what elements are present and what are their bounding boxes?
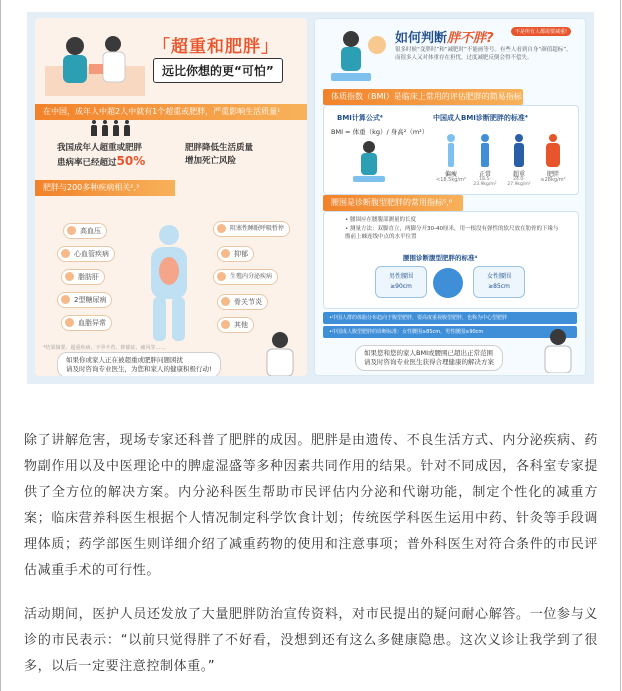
article-paragraph: 除了讲解危害，现场专家还科普了肥胖的成因。肥胖是由遗传、不良生活方式、内分泌疾病、药物副作用以及中医理论中的脾虚湿盛等多种因素共同作用的结果。针对不同成因，各科室专家提供了全方位的解决方案。内分泌科医生帮助市民评估内分泌和代谢功能，制定个性化的减重方案；临床营养科医生根据个人情况制定科学饮食计划；传统医学科医生运用中药、针灸等手段调理体质；药学部医生则详细介绍了减重药物的使用和注意事项；普外科医生对符合条件的市民评估减重手术的可行性。: [24, 433, 598, 578]
waist-standard-label: 腰围诊断腹型肥胖的标准⁴: [403, 254, 478, 262]
info-strip: •中国人群的体脂分布趋向于腹型肥胖，要高度重视腹型肥胖，也称为中心型肥胖: [323, 312, 577, 324]
info-strip: •中国成人腹型肥胖的诊断标准：女性腰围≥85cm，男性腰围≥90cm: [323, 326, 577, 338]
person-icon: [123, 120, 131, 136]
waist-bullet: • 测量方法：双脚直立，两脚分开30-40厘米，用一根没有弹性的软尺放在肋骨的下缘与髂前上棘连线中点的水平位置: [345, 226, 559, 240]
speech-bubble: 如果您和您的家人BMI或腰围已超出正常范围 请及时咨询专业医生获得合理健康的解决方案: [355, 345, 503, 371]
family-icon: [433, 268, 463, 298]
disease-tag: 脂肪肝: [61, 269, 105, 285]
intro-text: 很多时候“变胖时”和“减肥时”不能画等号。有些人看到自身“颜值超标”，而很多人又对体重存在担忧，过度减肥反倒会得不偿失。: [395, 47, 572, 61]
normal-figure-icon: [477, 133, 493, 167]
infographic-image: [27, 12, 594, 384]
bmi-standard-label: 中国成人BMI诊断肥胖的标准⁴: [433, 114, 528, 122]
doctor-icon: [539, 327, 577, 373]
doctor-patient-illustration: [45, 26, 145, 96]
bmi-category-label: 超重: [512, 171, 525, 178]
poster-title: 「超重和肥胖」: [153, 37, 279, 57]
poster-subtitle: 远比你想的更“可怕”: [153, 58, 283, 83]
bmi-category-label: 偏瘦: [444, 171, 457, 178]
bmi-category-range: ≥28kg/m²: [540, 177, 566, 183]
person-icon: [90, 120, 98, 136]
disease-tag: 其他: [217, 317, 254, 333]
people-icons: [90, 120, 131, 136]
speech-bubble: 如果你或家人正在被超重或肥胖问题困扰 请及时咨询专业医生，为您和家人的健康积极行动!: [57, 352, 221, 376]
disease-tag: 骨关节炎: [217, 294, 268, 310]
male-waist-value: ≥90cm: [390, 283, 412, 290]
footnote: *结果摘要、超重疾病、不孕不育、抑郁症、痛风等……: [43, 345, 166, 351]
article-paragraph: 活动期间，医护人员还发放了大量肥胖防治宣传资料，对市民提出的疑问耐心解答。一位参与义诊的市民表示：“以前只觉得胖了不好看，没想到还有这么多健康隐患。这次义诊让我学到了很多，以后一定要注意控制体重。”: [24, 607, 598, 674]
bmi-category-range: 18.5-23.9kg/m²: [473, 177, 497, 187]
waist-banner: 腰围是诊断腹型肥胖的常用指标⁵,⁶: [323, 195, 463, 211]
poster-title: 如何判断胖不胖?: [395, 31, 494, 46]
doctor-icon: [261, 330, 299, 376]
disease-tag: 高血压: [63, 223, 107, 239]
weighing-scale-icon: [349, 139, 389, 183]
prevalence-value: 50%: [116, 154, 146, 168]
waist-bullet: • 腰围应在腰腹部测量的长度: [345, 217, 416, 223]
underweight-figure-icon: [443, 133, 459, 167]
bmi-formula: BMI = 体重（kg）/ 身高²（m²）: [331, 128, 429, 136]
female-waist-value: ≥85cm: [488, 283, 510, 290]
human-body-illustration: [133, 223, 205, 341]
poster-tag: 不是所有人都需要减重!: [511, 27, 571, 36]
disease-tag: 阻塞性睡眠呼吸暂停: [213, 221, 290, 237]
bmi-category-range: 24.0-27.9kg/m²: [507, 177, 531, 187]
formula-label: BMI计算公式⁴: [337, 114, 383, 122]
bmi-category-label: 肥胖: [546, 171, 559, 178]
overweight-figure-icon: [511, 133, 527, 167]
stat-prevalence: 我国成年人超重或肥胖 患病率已经超过50%: [57, 143, 146, 168]
female-waist-card: 女性腰围 ≥85cm: [473, 266, 525, 298]
poster-obesity-harm: [35, 18, 307, 376]
disease-tag: 2型糖尿病: [57, 292, 112, 308]
person-icon: [112, 120, 120, 136]
disease-tag: 抑郁: [217, 246, 254, 262]
disease-tag: 心血管疾病: [57, 246, 115, 262]
disease-banner: 肥胖与200多种疾病相关²,³: [35, 180, 175, 196]
stat-quality: 肥胖降低生活质量 增加死亡风险: [185, 143, 254, 166]
bmi-category-label: 正常: [478, 171, 491, 178]
person-icon: [101, 120, 109, 136]
poster-judge-obesity: [314, 18, 586, 376]
male-waist-card: 男性腰围 ≥90cm: [375, 266, 427, 298]
obese-figure-icon: [545, 133, 561, 167]
bmi-banner: 体质指数（BMI）是临床上常用的评估肥胖的简易指标: [323, 89, 523, 105]
bmi-category-range: <18.5kg/m²: [436, 177, 466, 183]
disease-tag: 血脂异常: [61, 315, 112, 331]
disease-tag: 生殖内分泌疾病: [213, 269, 278, 285]
stat-banner: 在中国，成年人中超2人中就有1个超重或肥胖，严重影响生活质量¹: [35, 104, 307, 120]
scale-person-illustration: [323, 27, 389, 83]
